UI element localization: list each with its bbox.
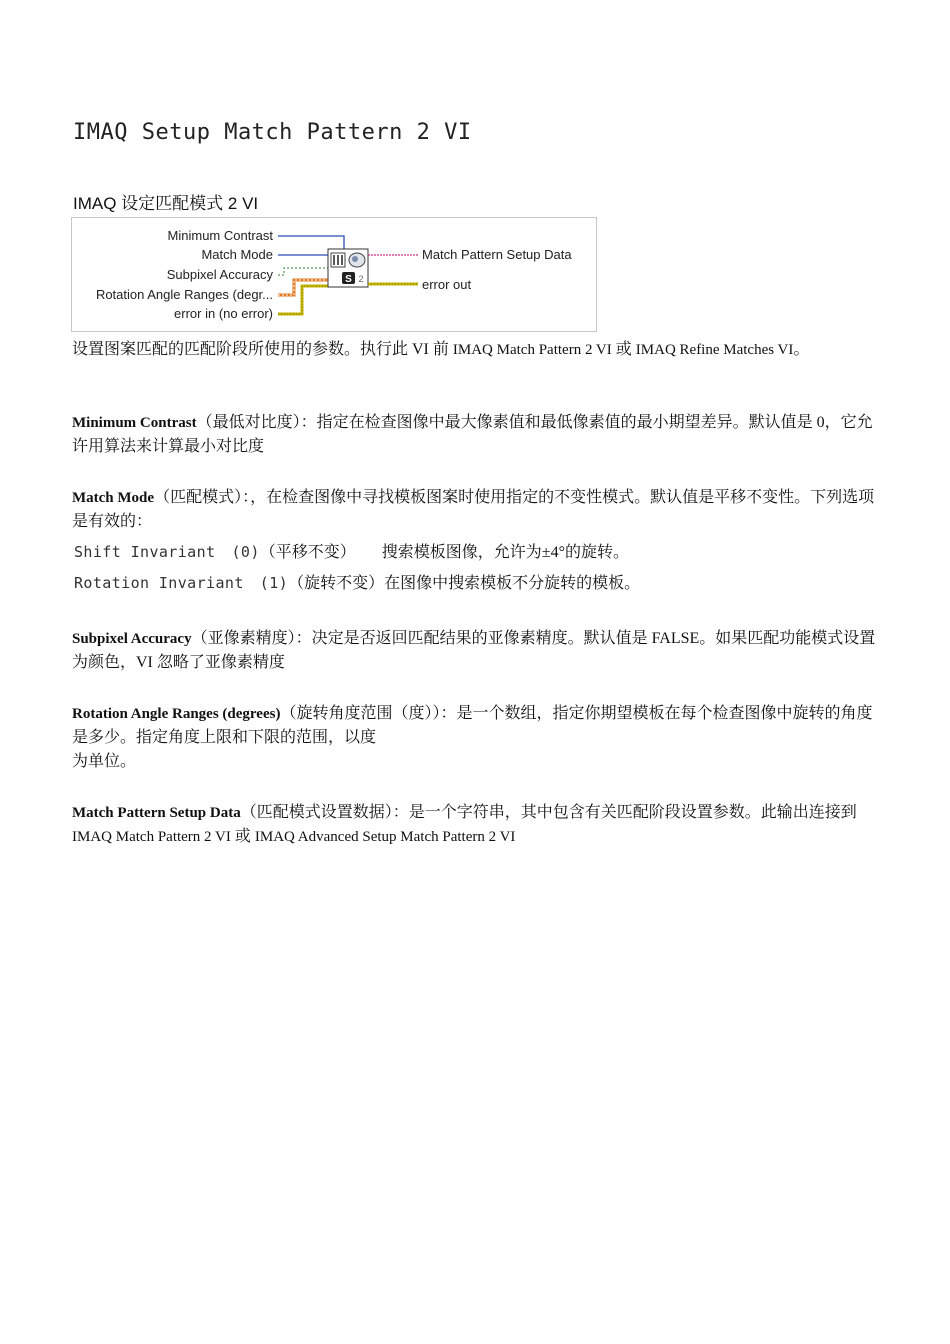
doc-subtitle: IMAQ 设定匹配模式 2 VI (73, 194, 259, 213)
output-label-match-pattern-setup-data: Match Pattern Setup Data (422, 247, 572, 262)
intro-vi-link-2: IMAQ Refine Matches VI (635, 342, 794, 358)
output-label-error-out: error out (422, 277, 472, 292)
intro-end: 。 (793, 341, 810, 358)
param-desc-continued: 为单位。 (72, 753, 137, 770)
match-mode-option-shift (74, 540, 629, 565)
intro-paragraph (72, 338, 878, 362)
param-name: Minimum Contrast (72, 415, 197, 431)
option-desc: 搜索模板图像，允许为±4°的旋转。 (381, 544, 629, 561)
param-desc: （亚像素精度）：决定是否返回匹配结果的亚像素精度。默认值是 FALSE。如果匹配功能模式设置为颜色，VI 忽略了亚像素精度 (72, 630, 876, 671)
param-name: Subpixel Accuracy (72, 631, 192, 647)
input-label-subpixel-accuracy: Subpixel Accuracy (166, 267, 273, 282)
param-name: Rotation Angle Ranges (degrees) (72, 706, 281, 722)
input-label-error-in: error in (no error) (174, 306, 273, 321)
param-rotation-angle-ranges (72, 702, 878, 774)
input-label-minimum-contrast: Minimum Contrast (167, 228, 273, 243)
option-code: Shift Invariant (74, 543, 216, 561)
param-match-pattern-setup-data (72, 801, 878, 849)
input-label-match-mode: Match Mode (201, 247, 273, 262)
connector-pane-diagram (71, 217, 597, 332)
wire-subpixel-accuracy (278, 268, 328, 275)
option-value: (1) (259, 574, 289, 592)
vi-icon-badge: S (345, 274, 352, 285)
intro-mid: 或 (611, 341, 636, 358)
wire-error-in (278, 286, 328, 314)
param-desc: （最低对比度）：指定在检查图像中最大像素值和最低像素值的最小期望差异。默认值是 0，它允许用算法来计算最小对比度 (72, 414, 873, 455)
vi-icon-number: 2 (358, 274, 364, 284)
option-desc: 在图像中搜索模板不分旋转的模板。 (384, 575, 641, 592)
vi-link-2: IMAQ Advanced Setup Match Pattern 2 VI (254, 829, 516, 845)
param-mid: 或 (230, 828, 255, 845)
param-minimum-contrast (72, 411, 878, 459)
vi-link-1: IMAQ Match Pattern 2 VI (72, 829, 231, 845)
param-desc: （旋转角度范围（度））：是一个数组，指定你期望模板在每个检查图像中旋转的角度是多少。指定角度上限和下限的范围，以度 (72, 705, 873, 746)
option-code: Rotation Invariant (74, 574, 244, 592)
param-desc: （匹配模式）：，在检查图像中寻找模板图案时使用指定的不变性模式。默认值是平移不变性。下列选项是有效的： (72, 489, 875, 530)
doc-title: IMAQ Setup Match Pattern 2 VI (73, 120, 472, 145)
option-cn: （平移不变） (259, 544, 356, 561)
input-label-rotation-angle-ranges: Rotation Angle Ranges (degr... (95, 287, 273, 302)
intro-vi-link-1: IMAQ Match Pattern 2 VI (452, 342, 612, 358)
option-cn: （旋转不变） (288, 575, 385, 592)
param-subpixel-accuracy (72, 627, 878, 675)
param-desc: （匹配模式设置数据）：是一个字符串，其中包含有关匹配阶段设置参数。此输出连接到 (240, 804, 857, 821)
option-value: (0) (231, 543, 260, 561)
match-mode-option-rotation (74, 571, 640, 596)
param-name: Match Pattern Setup Data (72, 805, 241, 821)
connector-pane-svg (72, 218, 596, 331)
vi-icon (328, 249, 368, 287)
param-name: Match Mode (72, 490, 155, 506)
param-match-mode (72, 486, 878, 534)
intro-text: 设置图案匹配的匹配阶段所使用的参数。执行此 VI 前 (72, 341, 453, 358)
